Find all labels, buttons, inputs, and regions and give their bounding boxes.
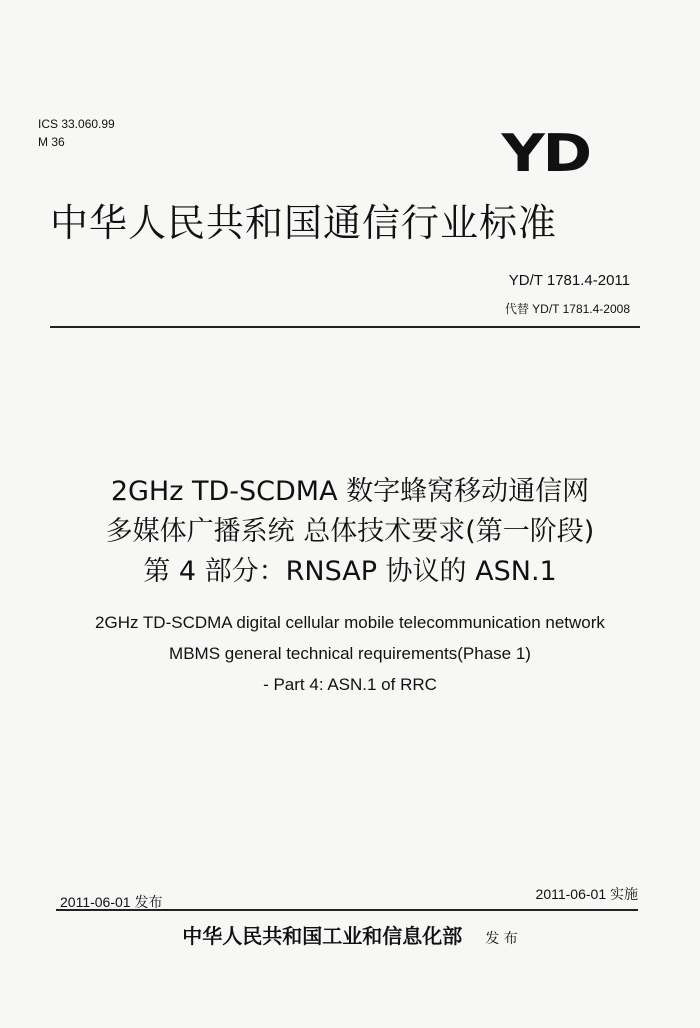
issuer-suffix: 发 布: [485, 931, 518, 947]
english-title-line-1: 2GHz TD-SCDMA digital cellular mobile telecommunication network: [95, 613, 605, 632]
replaces-note: 代替 YD/T 1781.4-2008: [504, 302, 630, 316]
bottom-divider: [56, 909, 638, 911]
issue-date: 2011-06-01 发布: [60, 894, 163, 910]
effective-date: 2011-06-01 实施: [535, 886, 638, 902]
issuer-name: 中华人民共和国工业和信息化部: [182, 924, 463, 948]
english-title-line-2: MBMS general technical requirements(Phase 1): [169, 644, 531, 663]
ics-code: ICS 33.060.99: [38, 117, 115, 131]
english-title-line-3: - Part 4: ASN.1 of RRC: [263, 675, 437, 694]
english-title: [0, 607, 700, 700]
chinese-title-line-3: 第 4 部分：RNSAP 协议的 ASN.1: [143, 556, 557, 587]
top-divider: [50, 326, 640, 328]
classification-block: [38, 115, 115, 151]
issuer-line: [0, 920, 700, 949]
yd-logo: YD: [501, 124, 590, 184]
chinese-title-line-2: 多媒体广播系统 总体技术要求(第一阶段): [105, 516, 595, 547]
category-code: M 36: [38, 135, 65, 149]
standard-number: YD/T 1781.4-2011: [508, 272, 630, 289]
chinese-title-line-1: 2GHz TD-SCDMA 数字蜂窝移动通信网: [110, 476, 590, 507]
chinese-title: [0, 472, 700, 592]
org-title: 中华人民共和国通信行业标准: [50, 201, 558, 245]
